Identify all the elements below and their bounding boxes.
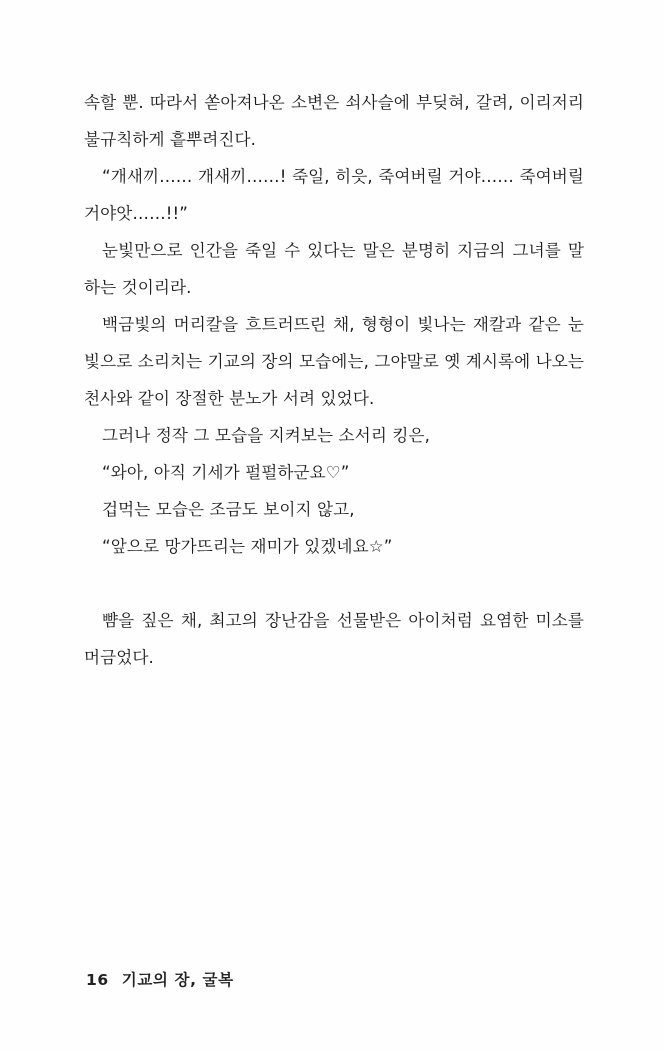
paragraph-8: “앞으로 망가뜨리는 재미가 있겠네요☆”	[102, 537, 393, 556]
page-number: 16	[86, 971, 109, 989]
paragraph-1: 속할 뿐. 따라서 쏟아져나온 소변은 쇠사슬에 부딪혀, 갈려, 이리저리 불규칙하게 흩뿌려진다.	[84, 93, 584, 149]
page-footer	[86, 968, 234, 990]
paragraph-spacer	[84, 565, 584, 602]
chapter-title: 기교의 장, 굴복	[121, 971, 234, 989]
paragraph-4: 백금빛의 머리칼을 흐트러뜨린 채, 형형이 빛나는 재칼과 같은 눈빛으로 소리치는 기교의 장의 모습에는, 그야말로 옛 계시록에 나오는 천사와 같이 장절한 분노가 서려 있었다.	[84, 315, 584, 408]
body-text	[84, 84, 584, 676]
paragraph-6: “와아, 아직 기세가 펄펄하군요♡”	[102, 463, 350, 482]
paragraph-5: 그러나 정작 그 모습을 지켜보는 소서리 킹은,	[102, 426, 430, 445]
paragraph-9: 뺨을 짚은 채, 최고의 장난감을 선물받은 아이처럼 요염한 미소를 머금었다.	[84, 611, 584, 667]
paragraph-3: 눈빛만으로 인간을 죽일 수 있다는 말은 분명히 지금의 그녀를 말하는 것이리라.	[84, 241, 584, 297]
paragraph-2: “개새끼…… 개새끼……! 죽일, 히읏, 죽여버릴 거야…… 죽여버릴 거야앗……!!”	[84, 167, 584, 223]
paragraph-7: 겁먹는 모습은 조금도 보이지 않고,	[102, 500, 355, 519]
